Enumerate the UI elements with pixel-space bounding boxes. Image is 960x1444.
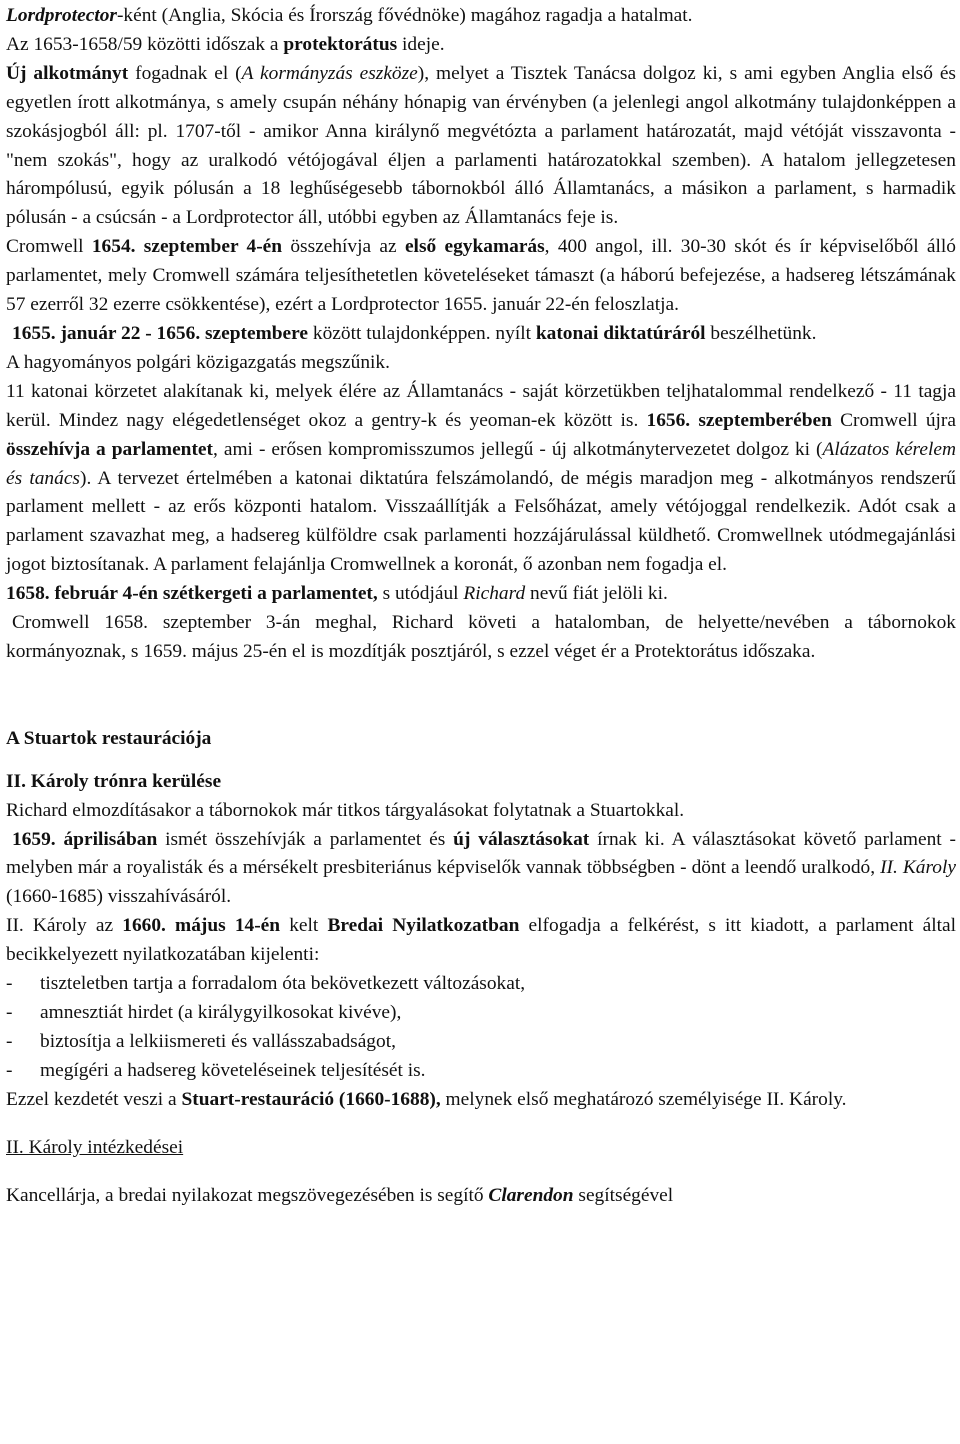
text-run: 1654. szeptember 4-én	[91, 236, 283, 258]
protectorate-section	[6, 2, 956, 667]
text-run: A hagyományos polgári közigazgatás megszűnik.	[6, 351, 390, 373]
paragraph-p8	[6, 580, 956, 609]
list-dash-marker: -	[6, 1002, 13, 1023]
paragraph-s1	[6, 1182, 956, 1211]
text-run: s utódjául	[377, 583, 464, 605]
list-dash-marker: -	[6, 973, 13, 995]
list-item-text: tiszteletben tartja a forradalom óta bekövetkezett változásokat,	[40, 973, 526, 995]
text-run: között tulajdonképpen. nyílt	[308, 322, 536, 344]
paragraph-q1	[6, 797, 956, 826]
text-run: protektorátus	[283, 33, 398, 55]
paragraph-p2	[6, 31, 956, 60]
heading-spacer	[6, 754, 956, 768]
text-run: 1656. szeptemberében	[646, 409, 832, 431]
text-run: nevű fiát jelöli ki.	[525, 583, 668, 605]
text-run: melynek első meghatározó személyisége II. Károly.	[440, 1088, 847, 1110]
text-run: Bredai Nyilatkozatban	[327, 915, 520, 937]
text-run: összehívja a parlamentet	[6, 438, 213, 460]
text-run: beszélhetünk.	[705, 322, 817, 344]
paragraph-p4	[6, 233, 956, 320]
restoration-paragraphs	[6, 797, 956, 970]
text-run: 1655. január 22 - 1656. szeptembere	[12, 322, 309, 344]
paragraph-q2	[6, 826, 956, 913]
paragraph-p3	[6, 60, 956, 233]
text-run: Stuart-restauráció (1660-1688),	[181, 1088, 441, 1110]
list-item	[6, 999, 956, 1028]
subsection-title-measures: II. Károly intézkedései	[6, 1137, 184, 1159]
text-run: II. Károly az	[6, 915, 123, 937]
text-run: Alázatos kérelem és tanács	[6, 438, 956, 489]
text-run: II. Károly	[880, 857, 956, 879]
list-item	[6, 970, 956, 999]
paragraph-p9	[6, 609, 956, 667]
list-dash-marker: -	[6, 1030, 13, 1052]
list-item	[6, 1028, 956, 1057]
text-run: Ezzel kezdetét veszi a	[6, 1088, 182, 1110]
text-run: első egykamarás	[404, 236, 545, 258]
paragraph-p7	[6, 378, 956, 580]
text-run: új választásokat	[453, 828, 590, 850]
text-run: Cromwell újra	[831, 409, 956, 431]
paragraph-q3	[6, 912, 956, 970]
text-run: A kormányzás eszköze	[241, 62, 418, 84]
list-item-text: biztosítja a lelkiismereti és vallásszabadságot,	[40, 1030, 396, 1052]
paragraph-p1	[6, 2, 956, 31]
text-run: -ként (Anglia, Skócia és Írország fővédnöke) magához ragadja a hatalmat.	[116, 5, 693, 26]
text-run: írnak ki. A választásokat követő parlament - melyben már a royalisták és a mérsékelt presbiteriánus képviselők vannak többségben - dönt a leendő uralkodó,	[6, 828, 957, 879]
text-run: Cromwell 1658. szeptember 3-án meghal, Richard követi a hatalomban, de helyette/nevében a tábornokok kormányoznak, s 1659. május 25-én el is mozdítják posztjáról, s ezzel véget ér a Protektorátus időszaka.	[6, 612, 956, 662]
text-run: 1658. február 4-én szétkergeti a parlamentet,	[6, 583, 378, 605]
text-run: összehívja az	[282, 236, 405, 258]
restoration-summary	[6, 1086, 956, 1115]
text-run: , 400 angol, ill. 30-30 skót és ír képviselőből álló parlamentet, mely Cromwell számára teljesíthetetlen követeléseket támaszt (a háború befejezése, a hadsereg létszámának 57 ezerről 32 ezerre csökkentése), ezért a Lordprotector 1655. január 22-én feloszlatja.	[6, 236, 956, 316]
text-run: Lordprotector	[6, 5, 117, 26]
text-run: 1660. május 14-én	[122, 915, 281, 937]
text-run: Kancellárja, a bredai nyilakozat megszövegezésében is segítő	[6, 1185, 489, 1207]
paragraph-r1	[6, 1086, 956, 1115]
declaration-list	[6, 970, 956, 1086]
text-run: fogadnak el (	[128, 62, 242, 84]
text-run: ismét összehívják a parlamentet és	[157, 828, 454, 850]
paragraph-p6	[6, 349, 956, 378]
text-run: ), melyet a Tisztek Tanácsa dolgoz ki, s ami egyben Anglia első és egyetlen írott alkotmánya, s amely csupán néhány hónapig van érvényben (a jelenlegi angol alkotmány tulajdonképpen a szokásjogból áll: pl. 1707-től - amikor Anna királynő megvétózta a parlament határozatát, majd vétóját visszavonta - "nem szokás", hogy az uralkodó vétójogával éljen a parlamenti határozatokkal szemben). A hatalom jellegzetesen hárompólusú, egyik pólusán a 18 leghűségesebb tábornokból álló Államtanács, a másikon a parlament, s harmadik pólusán - a csúcsán - a Lordprotector áll, utóbbi egyben az Államtanács feje is.	[6, 62, 956, 229]
section-title: A Stuartok restaurációja	[6, 727, 212, 749]
text-run: kelt	[280, 915, 328, 937]
text-run: ideje.	[397, 33, 445, 55]
text-run: elfogadja a felkérést, s itt kiadott, a parlament által becikkelyezett nyilatkozatában kijelenti:	[6, 915, 956, 966]
text-run: Cromwell	[6, 236, 92, 258]
subsection-title: II. Károly trónra kerülése	[6, 770, 222, 792]
list-dash-marker: -	[6, 1059, 13, 1081]
list-item	[6, 1057, 956, 1086]
text-run: 1659. áprilisában	[12, 828, 158, 850]
text-run: Richard	[463, 583, 526, 605]
text-run: Richard elmozdításakor a tábornokok már titkos tárgyalásokat folytatnak a Stuartokkal.	[6, 799, 685, 821]
text-run: Új alkotmányt	[6, 62, 129, 84]
list-item-text: megígéri a hadsereg követeléseinek teljesítését is.	[40, 1059, 426, 1081]
text-run: Clarendon	[488, 1185, 574, 1207]
measures-paragraphs	[6, 1182, 956, 1211]
text-run: segítségével	[573, 1185, 674, 1207]
list-item-text: amnesztiát hirdet (a királygyilkosokat kivéve),	[40, 1002, 402, 1023]
text-run: Az 1653-1658/59 közötti időszak a	[6, 33, 284, 55]
section-spacer	[6, 667, 956, 725]
text-run: , ami - erősen kompromisszumos jellegű - új alkotmánytervezetet dolgoz ki (	[213, 438, 823, 460]
text-run: katonai diktatúráról	[535, 322, 706, 344]
text-run: 11 katonai körzetet alakítanak ki, melyek élére az Államtanács - saját körzetükben teljhatalommal rendelkező - 11 tagja kerül. Mindez nagy elégedetlenséget okoz a gentry-k és yeoman-ek között is.	[6, 380, 956, 431]
text-run: (1660-1685) visszahívásáról.	[6, 886, 232, 908]
paragraph-p5	[6, 320, 956, 349]
text-run: ). A tervezet értelmében a katonai diktatúra felszámolandó, de mégis maradjon meg - alkotmányos rendszerű parlament mellett - az erős központi hatalom. Visszaállítják a Felsőházat, amely vétójoggal rendelkezik. Adót csak a parlament szavazhat meg, a hadsereg külföldre csak parlamenti hozzájárulással küldhető. Cromwellnek utódmegajánlási jogot biztosítanak. A parlament felajánlja Cromwellnek a koronát, ő azonban nem fogadja el.	[6, 467, 956, 576]
